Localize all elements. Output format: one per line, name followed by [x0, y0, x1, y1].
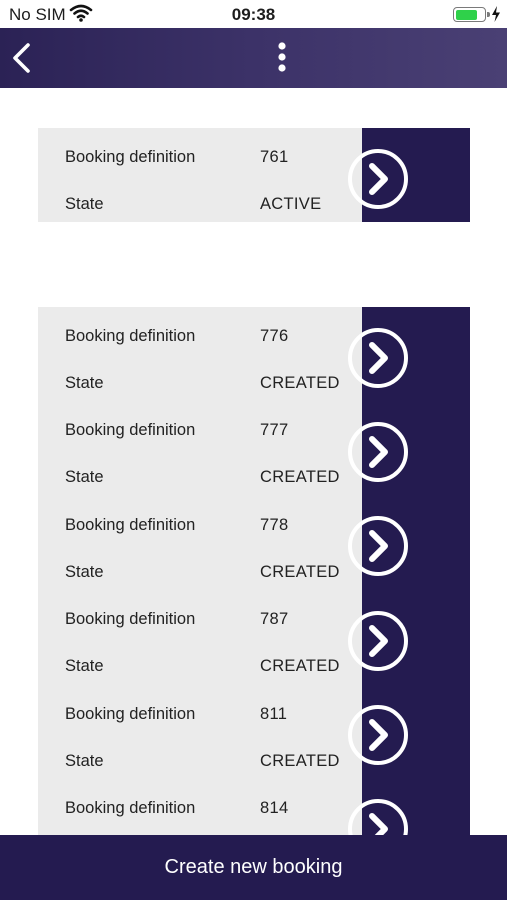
battery-nub	[487, 12, 490, 17]
charging-bolt-icon	[491, 6, 501, 27]
state-value: CREATED	[260, 657, 340, 675]
open-booking-button[interactable]	[346, 514, 410, 578]
definition-label: Booking definition	[65, 799, 196, 817]
state-label: State	[65, 657, 104, 675]
open-booking-button[interactable]	[346, 420, 410, 484]
state-label: State	[65, 752, 104, 770]
definition-value: 777	[260, 421, 289, 439]
chevron-circle-right-icon	[346, 420, 410, 484]
booking-entry	[38, 401, 362, 495]
back-button[interactable]	[10, 42, 34, 74]
card-action-column	[362, 307, 470, 867]
open-booking-button[interactable]	[346, 609, 410, 673]
bookings-list[interactable]	[0, 88, 507, 835]
state-value: CREATED	[260, 563, 340, 581]
chevron-circle-right-icon	[346, 147, 410, 211]
more-options-button[interactable]	[272, 40, 292, 76]
state-value: CREATED	[260, 468, 340, 486]
status-time: 09:38	[231, 5, 276, 24]
battery-level	[456, 10, 478, 20]
definition-label: Booking definition	[65, 610, 196, 628]
definition-value: 787	[260, 610, 289, 628]
definition-label: Booking definition	[65, 327, 196, 345]
booking-entry	[38, 685, 362, 779]
created-bookings-card	[38, 307, 470, 867]
booking-entry	[38, 590, 362, 684]
carrier-label: No SIM	[9, 5, 66, 24]
definition-label: Booking definition	[65, 148, 196, 166]
definition-value: 761	[260, 148, 289, 166]
state-label: State	[65, 468, 104, 486]
definition-value: 776	[260, 327, 289, 345]
booking-entry	[38, 496, 362, 590]
state-label: State	[65, 195, 104, 213]
chevron-circle-right-icon	[346, 514, 410, 578]
state-value: CREATED	[260, 374, 340, 392]
battery-icon	[453, 7, 486, 22]
booking-entry	[38, 128, 362, 222]
vertical-dots-icon	[272, 40, 292, 76]
definition-value: 778	[260, 516, 289, 534]
nav-bar	[0, 28, 507, 88]
create-booking-button[interactable]: Create new booking	[0, 835, 507, 900]
definition-label: Booking definition	[65, 421, 196, 439]
open-booking-button[interactable]	[346, 326, 410, 390]
status-bar	[0, 0, 507, 28]
chevron-circle-right-icon	[346, 609, 410, 673]
chevron-circle-right-icon	[346, 326, 410, 390]
definition-value: 811	[260, 705, 288, 723]
state-value: ACTIVE	[260, 195, 322, 213]
open-booking-button[interactable]	[346, 147, 410, 211]
bottom-action-bar	[0, 835, 507, 900]
state-value: CREATED	[260, 752, 340, 770]
state-label: State	[65, 374, 104, 392]
definition-label: Booking definition	[65, 705, 196, 723]
chevron-circle-right-icon	[346, 703, 410, 767]
chevron-left-icon	[10, 42, 34, 74]
definition-value: 814	[260, 799, 289, 817]
booking-entry	[38, 307, 362, 401]
state-label: State	[65, 563, 104, 581]
open-booking-button[interactable]	[346, 703, 410, 767]
definition-label: Booking definition	[65, 516, 196, 534]
